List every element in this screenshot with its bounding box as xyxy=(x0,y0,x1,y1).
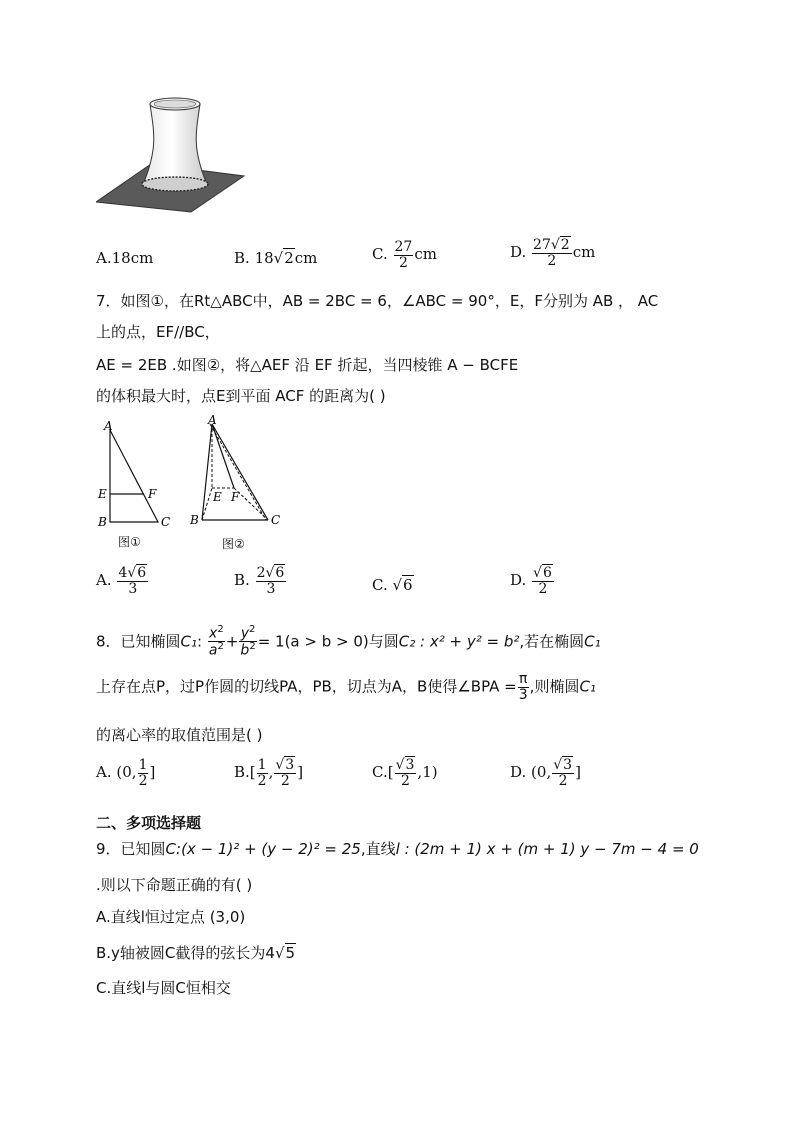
q7-fig1-caption: 图① xyxy=(118,535,141,549)
svg-text:C: C xyxy=(271,513,281,527)
q7-figure-2 xyxy=(186,412,286,538)
point-e-label: E xyxy=(98,487,107,501)
q8-option-b[interactable]: B.[ $\frac{1}{2}$ , $\frac{√3}{2}$ ] xyxy=(234,757,304,789)
q7-option-d[interactable]: D. $\frac{√6}{2}$ xyxy=(510,565,552,597)
q9-option-a[interactable]: A.直线l恒过定点 (3,0) xyxy=(96,908,246,926)
q9-line1: 9．已知圆C:(x − 1)² + (y − 2)² = 25,直线l : (2m + 1) x + (m + 1) y − 7m − 4 = 0 xyxy=(96,840,699,858)
tower-body xyxy=(144,104,206,182)
q7-line2: 上的点，EF//BC， xyxy=(96,323,220,341)
q8-line2: 上存在点P，过P作圆的切线PA，PB，切点为A，B使得∠BPA = $\frac{\pi}{3}$ ,则椭圆C₁ xyxy=(96,671,596,703)
point-b-label: B xyxy=(98,515,107,529)
point-a-label: A xyxy=(104,419,113,433)
q7-line1: 7．如图①，在Rt△ABC中，AB = 2BC = 6，∠ABC = 90°，E，F分别为 AB ， AC xyxy=(96,292,659,310)
triangle-abc xyxy=(110,430,158,522)
q9-option-c[interactable]: C.直线l与圆C恒相交 xyxy=(96,979,231,997)
q9-line2: .则以下命题正确的有( ) xyxy=(96,876,253,894)
section-heading: 二、多项选择题 xyxy=(96,814,202,832)
q7-option-c[interactable]: C. √6 xyxy=(372,576,413,594)
q6-option-b[interactable]: B. 18√2cm xyxy=(234,249,318,267)
svg-text:A: A xyxy=(208,413,217,427)
q8-option-a[interactable]: A. (0, $\frac{1}{2}$ ] xyxy=(96,757,156,789)
tower-base xyxy=(142,177,208,191)
q6-option-d[interactable]: D. $\frac{27√2}{2}$ cm xyxy=(510,237,596,269)
q7-figure-1 xyxy=(94,418,184,538)
q8-line1: 8．已知椭圆C₁: $\frac{x^2}{a^2}$ + $\frac{y^2}{b^2}$ = 1(a > b > 0)与圆C₂ : x² + y² = b²,若在椭圆C₁ xyxy=(96,624,601,659)
q7-line3: AE = 2EB .如图②，将△AEF 沿 EF 折起，当四棱锥 A − BCFE xyxy=(96,356,519,374)
cooling-tower-figure xyxy=(96,92,246,217)
q6-option-c[interactable]: C. $\frac{27}{2}$ cm xyxy=(372,239,437,271)
q8-option-d[interactable]: D. (0, $\frac{√3}{2}$ ] xyxy=(510,757,581,789)
svg-text:F: F xyxy=(231,490,240,504)
q9-option-b[interactable]: B.y轴被圆C截得的弦长为4√5 xyxy=(96,944,296,962)
point-c-label: C xyxy=(161,515,171,529)
svg-text:E: E xyxy=(213,490,222,504)
point-f-label: F xyxy=(148,487,157,501)
q6-option-a[interactable]: A.18cm xyxy=(96,249,154,267)
q7-option-a[interactable]: A. $\frac{4√6}{3}$ xyxy=(96,565,147,597)
q8-line3: 的离心率的取值范围是( ) xyxy=(96,726,263,744)
svg-text:B: B xyxy=(190,513,199,527)
q8-option-c[interactable]: C.[ $\frac{√3}{2}$ ,1) xyxy=(372,757,438,789)
q7-option-b[interactable]: B. $\frac{2√6}{3}$ xyxy=(234,565,285,597)
q7-fig2-caption: 图② xyxy=(222,537,245,551)
q7-line4: 的体积最大时，点E到平面 ACF 的距离为( ) xyxy=(96,387,386,405)
